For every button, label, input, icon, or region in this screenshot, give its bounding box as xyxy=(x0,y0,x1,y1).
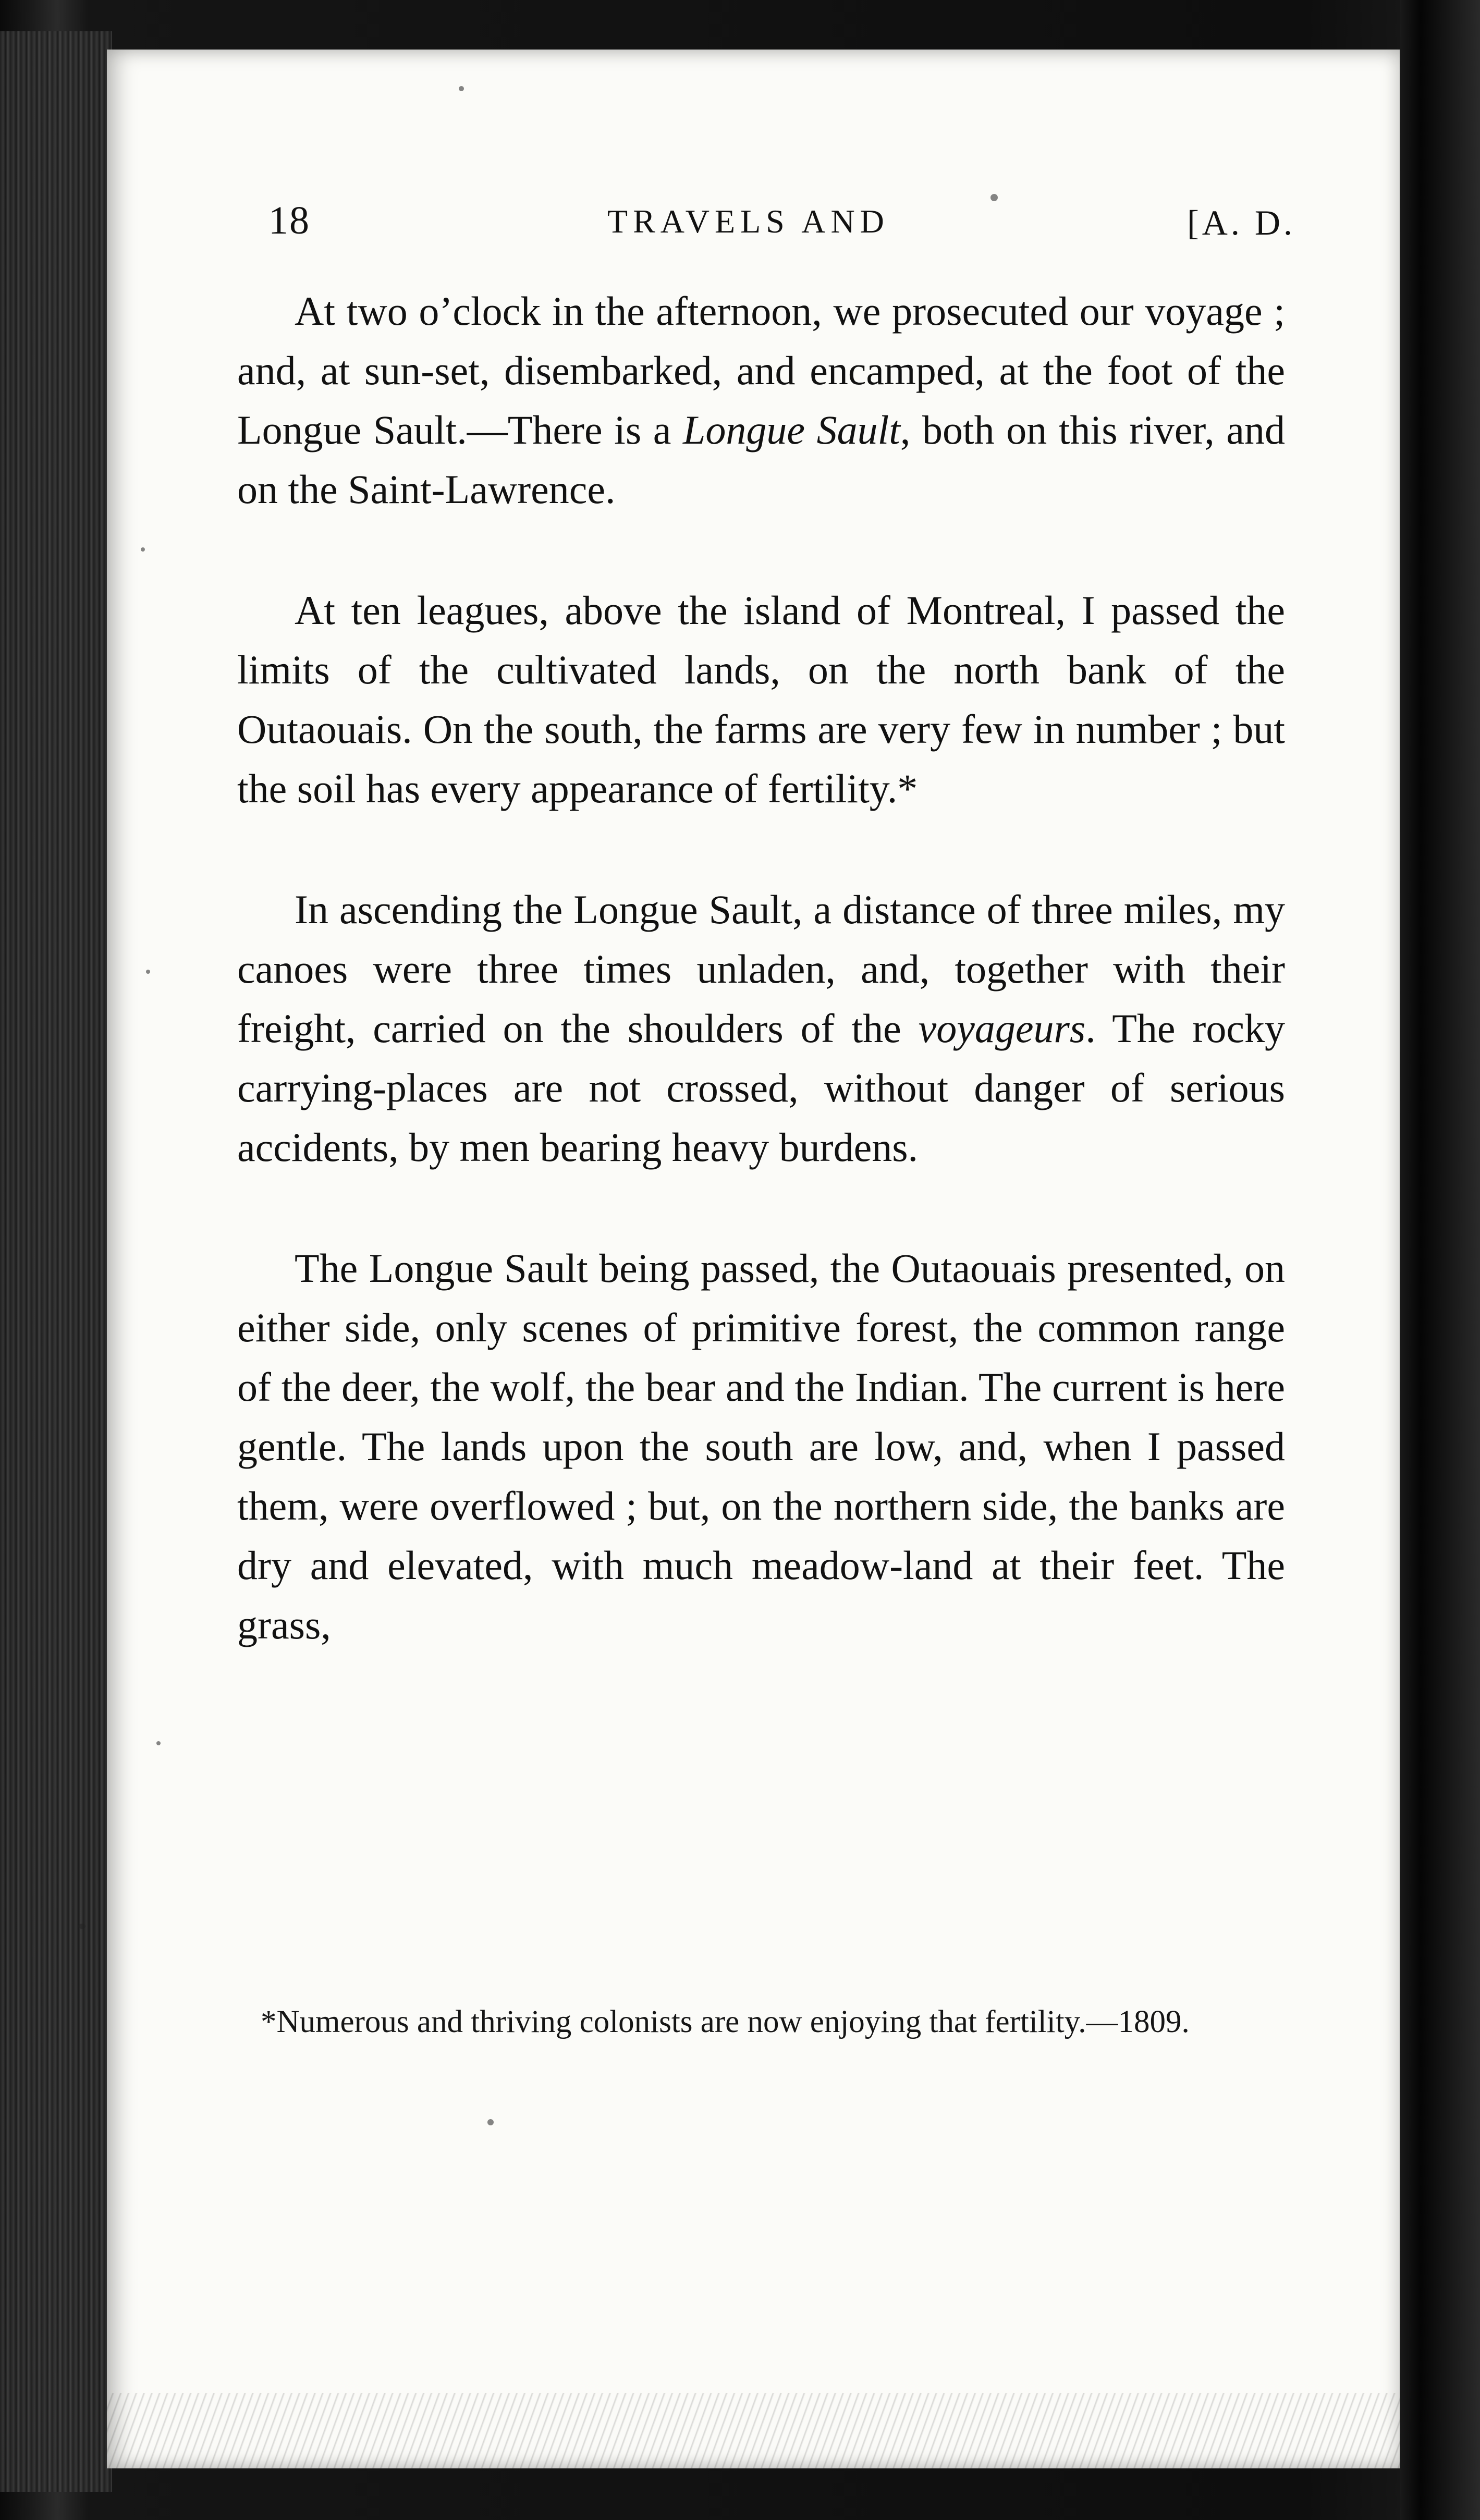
paragraph-3-text-b: . The rocky carrying-places are not crossed, without danger of serious accidents, by men bearing heavy burdens. xyxy=(237,1006,1285,1170)
scan-speck xyxy=(146,970,150,974)
scan-speck xyxy=(156,1741,161,1745)
book-right-edge xyxy=(1400,0,1480,2520)
paragraph-3-text-a: In ascending the Longue Sault, a distance of three miles, my canoes were three times unladen, and, together with their freight, carried on the shoulders of the xyxy=(237,887,1285,1051)
running-head xyxy=(268,198,1295,255)
scan-speck xyxy=(78,1924,85,1929)
paragraph-1-text-a: At two o’clock in the afternoon, we prosecuted our voyage ; and, at sun-set, disembarked, and encamped, at the foot of the Longue Sault.—There is a xyxy=(237,288,1285,452)
paragraph-3 xyxy=(237,880,1285,1177)
paragraph-1 xyxy=(237,282,1285,519)
page-bottom-noise xyxy=(107,2393,1400,2468)
running-title: TRAVELS AND xyxy=(607,203,889,240)
scan-speck xyxy=(487,2119,494,2125)
footnote: *Numerous and thriving colonists are now enjoying that fertility.—1809. xyxy=(261,2004,1190,2039)
book-spine-edge xyxy=(0,31,112,2492)
page-number: 18 xyxy=(268,199,310,242)
running-right: [A. D. xyxy=(1187,203,1295,242)
body-text xyxy=(237,282,1285,1655)
scan-speck xyxy=(990,194,998,201)
scan-speck xyxy=(141,547,145,552)
paragraph-4: The Longue Sault being passed, the Outaouais presented, on either side, only scenes of primitive forest, the common range of the deer, the wolf, the bear and the Indian. The current is here gentle. The lands upon the south are low, and, when I passed them, were overflowed ; but, on the northern side, the banks are dry and elevated, with much meadow-land at their feet. The grass, xyxy=(237,1245,1285,1647)
paragraph-3-italic: voyageurs xyxy=(918,1006,1086,1051)
paragraph-1-italic: Longue Sault xyxy=(682,407,900,452)
paragraph-1-text-b: , both on this river, and on the Saint-Lawrence. xyxy=(237,407,1285,512)
paragraph-2: At ten leagues, above the island of Montreal, I passed the limits of the cultivated lands, on the north bank of the Outaouais. On the south, the farms are very few in number ; but the soil has every appearance of fertility.* xyxy=(237,588,1285,811)
scan-speck xyxy=(459,86,464,91)
